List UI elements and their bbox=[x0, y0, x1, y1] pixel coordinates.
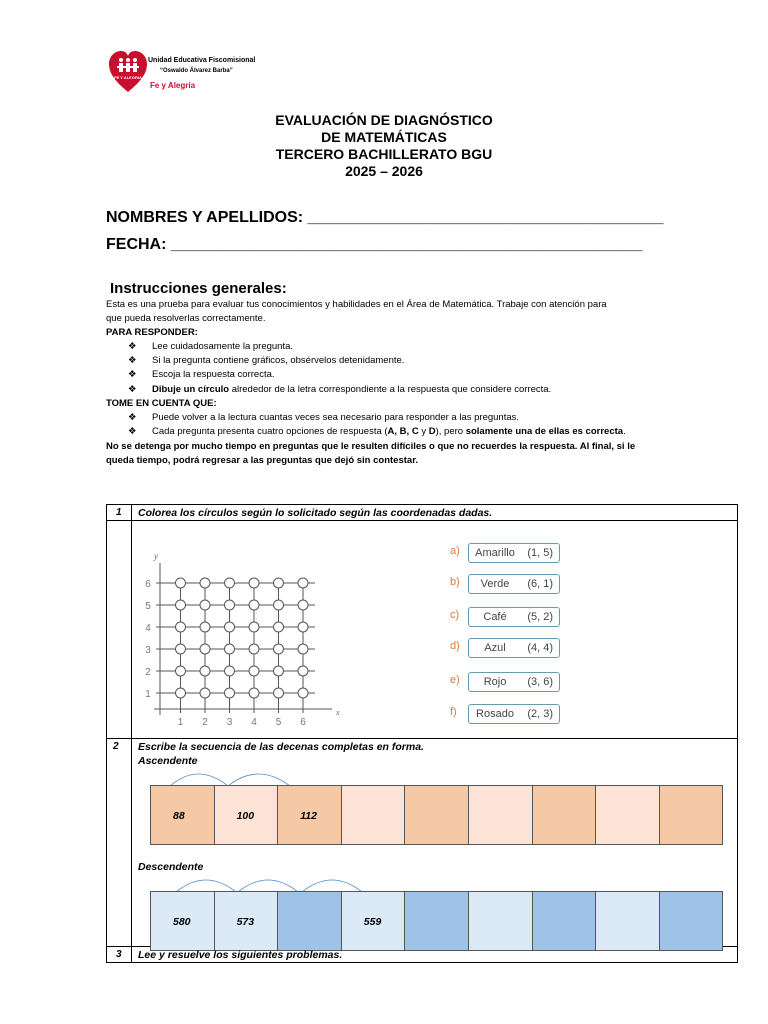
question-number: 1 bbox=[116, 507, 122, 518]
bullet-icon: ❖ bbox=[128, 369, 137, 380]
grid-point-circle[interactable] bbox=[298, 688, 308, 698]
descending-label: Descendente bbox=[138, 861, 204, 873]
bullet-icon: ❖ bbox=[128, 426, 137, 437]
grid-point-circle[interactable] bbox=[176, 644, 186, 654]
grid-point-circle[interactable] bbox=[225, 644, 235, 654]
option-coord: (6, 1) bbox=[527, 578, 553, 590]
grid-point-circle[interactable] bbox=[249, 644, 259, 654]
note-item: Cada pregunta presenta cuatro opciones de respuesta (A, B, C y D), pero solamente una de ellas es correcta. bbox=[152, 426, 626, 437]
grid-point-circle[interactable] bbox=[298, 622, 308, 632]
grid-point-circle[interactable] bbox=[298, 644, 308, 654]
y-tick-label: 4 bbox=[145, 623, 151, 634]
title-line: EVALUACIÓN DE DIAGNÓSTICO bbox=[275, 112, 493, 128]
sequence-cell[interactable] bbox=[532, 891, 597, 951]
intro-line: que pueda resolverlas correctamente. bbox=[106, 313, 266, 324]
grid-point-circle[interactable] bbox=[249, 600, 259, 610]
y-tick-label: 3 bbox=[145, 645, 151, 656]
ascending-label: Ascendente bbox=[138, 755, 198, 767]
option-box bbox=[468, 574, 560, 594]
grid-point-circle[interactable] bbox=[200, 666, 210, 676]
table-divider bbox=[131, 504, 132, 963]
sequence-cell[interactable] bbox=[468, 891, 533, 951]
x-tick-label: 4 bbox=[251, 717, 257, 728]
grid-point-circle[interactable] bbox=[274, 600, 284, 610]
sequence-cell[interactable] bbox=[277, 891, 342, 951]
grid-point-circle[interactable] bbox=[298, 666, 308, 676]
option-color: Café bbox=[483, 611, 507, 623]
coordinate-grid bbox=[140, 545, 350, 735]
question-number: 2 bbox=[113, 741, 119, 752]
table-divider bbox=[106, 738, 738, 739]
school-tagline: Fe y Alegría bbox=[150, 81, 196, 90]
logo-caption: FE Y ALEGRIA bbox=[114, 75, 142, 80]
question-text: Lee y resuelve los siguientes problemas. bbox=[138, 949, 343, 961]
note-heading: TOME EN CUENTA QUE: bbox=[106, 398, 217, 409]
title-line: 2025 – 2026 bbox=[345, 163, 423, 179]
grid-point-circle[interactable] bbox=[249, 578, 259, 588]
grid-point-circle[interactable] bbox=[176, 600, 186, 610]
x-tick-label: 2 bbox=[202, 717, 208, 728]
y-tick-label: 1 bbox=[145, 689, 151, 700]
y-tick-label: 2 bbox=[145, 667, 151, 678]
grid-point-circle[interactable] bbox=[225, 688, 235, 698]
sequence-cell[interactable] bbox=[532, 785, 597, 845]
sequence-cell[interactable]: 573 bbox=[214, 891, 279, 951]
sequence-cell[interactable]: 112 bbox=[277, 785, 342, 845]
grid-point-circle[interactable] bbox=[249, 688, 259, 698]
school-subname: “Oswaldo Álvarez Barba” bbox=[160, 68, 233, 74]
option-letter[interactable]: f) bbox=[450, 706, 457, 718]
sequence-cell[interactable]: 88 bbox=[150, 785, 215, 845]
closing-line: queda tiempo, podrá regresar a las preguntas que dejó sin contestar. bbox=[106, 455, 419, 466]
option-color: Verde bbox=[480, 578, 510, 590]
option-letter[interactable]: e) bbox=[450, 674, 460, 686]
intro-line: Esta es una prueba para evaluar tus conocimientos y habilidades en el Área de Matemática. Trabaje con atención para bbox=[106, 299, 607, 310]
grid-point-circle[interactable] bbox=[176, 688, 186, 698]
respond-item: Lee cuidadosamente la pregunta. bbox=[152, 341, 294, 352]
y-tick-label: 5 bbox=[145, 601, 151, 612]
grid-point-circle[interactable] bbox=[200, 644, 210, 654]
option-color: Rosado bbox=[476, 708, 514, 720]
option-coord: (4, 4) bbox=[527, 642, 553, 654]
option-letter[interactable]: a) bbox=[450, 545, 460, 557]
grid-point-circle[interactable] bbox=[249, 666, 259, 676]
grid-point-circle[interactable] bbox=[225, 622, 235, 632]
option-coord: (2, 3) bbox=[527, 708, 553, 720]
sequence-cell[interactable]: 559 bbox=[341, 891, 406, 951]
bullet-icon: ❖ bbox=[128, 412, 137, 423]
grid-point-circle[interactable] bbox=[225, 578, 235, 588]
grid-point-circle[interactable] bbox=[225, 600, 235, 610]
option-letter[interactable]: d) bbox=[450, 640, 460, 652]
grid-point-circle[interactable] bbox=[274, 578, 284, 588]
option-box bbox=[468, 704, 560, 724]
sequence-cell[interactable] bbox=[595, 891, 660, 951]
option-box bbox=[468, 543, 560, 563]
x-tick-label: 6 bbox=[300, 717, 306, 728]
option-letter[interactable]: b) bbox=[450, 576, 460, 588]
y-axis-label: y bbox=[154, 551, 158, 561]
option-color: Amarillo bbox=[475, 547, 515, 559]
heart-logo-icon bbox=[108, 50, 148, 94]
note-item: Puede volver a la lectura cuantas veces sea necesario para responder a las preguntas. bbox=[152, 412, 520, 423]
grid-point-circle[interactable] bbox=[274, 644, 284, 654]
date-field[interactable]: FECHA: _____________________________________________________ bbox=[106, 236, 643, 253]
respond-item: Dibuje un círculo alrededor de la letra correspondiente a la respuesta que considere correcta. bbox=[152, 384, 552, 395]
instructions-closing bbox=[106, 440, 635, 468]
option-color: Azul bbox=[484, 642, 506, 654]
y-tick-label: 6 bbox=[145, 579, 151, 590]
grid-point-circle[interactable] bbox=[225, 666, 235, 676]
grid-points bbox=[176, 578, 309, 698]
bullet-icon: ❖ bbox=[128, 341, 137, 352]
grid-point-circle[interactable] bbox=[176, 666, 186, 676]
instructions-heading: Instrucciones generales: bbox=[110, 280, 287, 297]
sequence-cell[interactable] bbox=[404, 891, 469, 951]
sequence-cell[interactable] bbox=[659, 891, 724, 951]
sequence-cell[interactable]: 100 bbox=[214, 785, 279, 845]
sequence-cell[interactable] bbox=[659, 785, 724, 845]
grid-point-circle[interactable] bbox=[274, 622, 284, 632]
grid-point-circle[interactable] bbox=[249, 622, 259, 632]
x-tick-label: 3 bbox=[226, 717, 233, 728]
grid-point-circle[interactable] bbox=[176, 622, 186, 632]
sequence-cell[interactable]: 580 bbox=[150, 891, 215, 951]
title-line: TERCERO BACHILLERATO BGU bbox=[275, 146, 493, 162]
sequence-cell[interactable] bbox=[595, 785, 660, 845]
school-logo bbox=[108, 50, 148, 94]
x-tick-label: 1 bbox=[177, 717, 184, 728]
bullet-icon: ❖ bbox=[128, 355, 137, 366]
option-box bbox=[468, 672, 560, 692]
grid-point-circle[interactable] bbox=[176, 578, 186, 588]
page-title bbox=[0, 112, 768, 180]
option-letter[interactable]: c) bbox=[450, 609, 460, 621]
question-text: Colorea los círculos según lo solicitado según las coordenadas dadas. bbox=[138, 507, 493, 519]
option-coord: (1, 5) bbox=[527, 547, 553, 559]
sequence-cell[interactable] bbox=[404, 785, 469, 845]
school-name: Unidad Educativa Fiscomisional bbox=[148, 57, 256, 64]
title-line: DE MATEMÁTICAS bbox=[321, 129, 447, 145]
bullet-icon: ❖ bbox=[128, 384, 137, 395]
respond-item: Si la pregunta contiene gráficos, obsérvelos detenidamente. bbox=[152, 355, 405, 366]
option-coord: (5, 2) bbox=[527, 611, 553, 623]
option-box bbox=[468, 638, 560, 658]
grid-point-circle[interactable] bbox=[298, 578, 308, 588]
question-number: 3 bbox=[116, 949, 122, 960]
respond-item: Escoja la respuesta correcta. bbox=[152, 369, 275, 380]
grid-point-circle[interactable] bbox=[200, 578, 210, 588]
option-box bbox=[468, 607, 560, 627]
x-tick-label: 5 bbox=[275, 717, 282, 728]
grid-point-circle[interactable] bbox=[200, 600, 210, 610]
grid-point-circle[interactable] bbox=[274, 688, 284, 698]
respond-heading: PARA RESPONDER: bbox=[106, 327, 198, 338]
sequence-cell[interactable] bbox=[341, 785, 406, 845]
question-text: Escribe la secuencia de las decenas completas en forma. bbox=[138, 741, 424, 753]
names-field[interactable]: NOMBRES Y APELLIDOS: ________________________________________ bbox=[106, 209, 664, 226]
option-color: Rojo bbox=[483, 676, 507, 688]
option-coord: (3, 6) bbox=[527, 676, 553, 688]
grid-point-circle[interactable] bbox=[274, 666, 284, 676]
grid-point-circle[interactable] bbox=[200, 688, 210, 698]
sequence-cell[interactable] bbox=[468, 785, 533, 845]
x-axis-label: x bbox=[336, 708, 340, 717]
grid-point-circle[interactable] bbox=[298, 600, 308, 610]
closing-line: No se detenga por mucho tiempo en preguntas que le resulten difíciles o que no recuerdes la respuesta. Al final, si le bbox=[106, 441, 636, 452]
table-divider bbox=[106, 520, 738, 521]
instructions-intro bbox=[106, 298, 607, 340]
grid-point-circle[interactable] bbox=[200, 622, 210, 632]
